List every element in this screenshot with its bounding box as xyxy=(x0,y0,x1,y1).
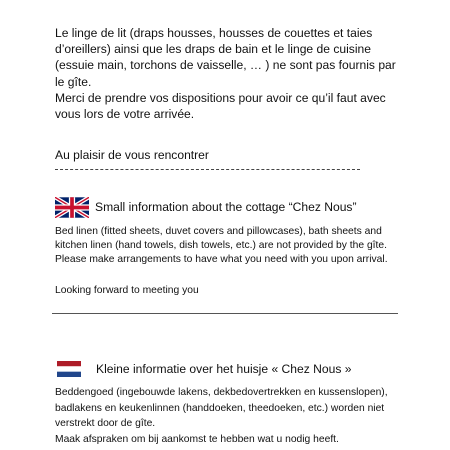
dutch-title: Kleine informatie over het huisje « Chez Nous » xyxy=(96,362,352,376)
uk-flag-icon xyxy=(55,197,89,218)
french-request: Merci de prendre vos dispositions pour avoir ce qu’il faut avec vous lors de votre arrivée. xyxy=(55,90,386,122)
dashed-divider xyxy=(55,169,360,170)
french-paragraph: Le linge de lit (draps housses, housses de couettes et taies d’oreillers) ainsi que les draps de bain et le linge de cuisine (essuie main, torchons de vaisselle, … ) ne sont pas fournis par le gîte. xyxy=(55,26,396,89)
netherlands-flag-icon xyxy=(55,361,83,377)
solid-divider xyxy=(52,313,398,314)
french-section xyxy=(55,25,400,122)
english-closing: Looking forward to meeting you xyxy=(55,285,199,296)
dutch-body: Beddengoed (ingebouwde lakens, dekbedovertrekken en kussenslopen), badlakens en keukenlinnen (handdoeken, theedoeken, etc.) worden niet verstrekt door de gîte. xyxy=(55,387,388,430)
dutch-section xyxy=(55,385,405,447)
english-body: Bed linen (fitted sheets, duvet covers and pillowcases), bath sheets and kitchen linen (hand towels, dish towels, etc.) are not provided by the gîte. Please make arrangements to have what you need with you upon arrival. xyxy=(55,226,388,265)
english-header xyxy=(55,196,357,218)
french-closing: Au plaisir de vous rencontrer xyxy=(55,148,209,162)
english-title: Small information about the cottage “Chez Nous” xyxy=(95,200,357,214)
dutch-request: Maak afspraken om bij aankomst te hebben wat u nodig heeft. xyxy=(55,433,339,445)
dutch-header xyxy=(55,361,351,377)
